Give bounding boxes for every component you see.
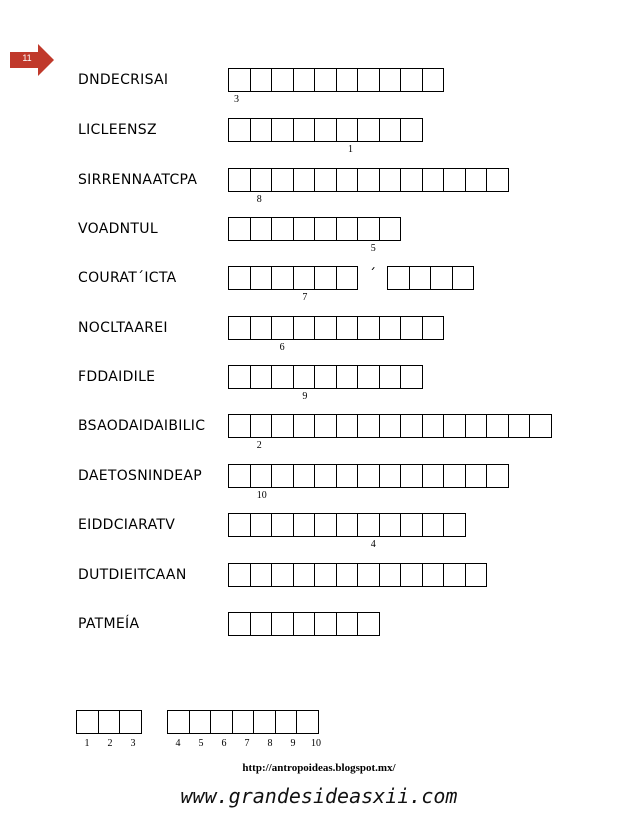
source-url[interactable]: http://antropoideas.blogspot.mx/ — [242, 762, 396, 774]
key-number-hint: 1 — [348, 144, 353, 155]
key-number-hint: 10 — [256, 490, 267, 501]
scrambled-word: FDDAIDILE — [78, 369, 156, 385]
letter-box[interactable] — [357, 513, 380, 537]
letter-box[interactable] — [167, 710, 190, 734]
letter-box[interactable] — [271, 464, 294, 488]
letter-box[interactable] — [314, 513, 337, 537]
letter-box[interactable] — [250, 316, 273, 340]
letter-box[interactable] — [250, 118, 273, 142]
scrambled-word: EIDDCIARATV — [78, 517, 176, 533]
letter-box[interactable] — [228, 365, 251, 389]
letter-box[interactable] — [357, 365, 380, 389]
key-number-hint: 4 — [370, 539, 376, 550]
scrambled-word: COURAT´ICTA — [78, 270, 177, 286]
letter-box[interactable] — [357, 464, 380, 488]
letter-box[interactable] — [314, 414, 337, 438]
letter-box[interactable] — [336, 266, 359, 290]
letter-box[interactable] — [271, 365, 294, 389]
letter-box[interactable] — [271, 563, 294, 587]
key-number: 9 — [290, 738, 296, 749]
letter-box[interactable] — [314, 563, 337, 587]
letter-box[interactable] — [465, 168, 488, 192]
scrambled-word: VOADNTUL — [78, 221, 158, 237]
answer-boxes — [228, 414, 552, 438]
letter-box[interactable] — [336, 513, 359, 537]
letter-box[interactable] — [228, 464, 251, 488]
letter-box[interactable] — [189, 710, 212, 734]
letter-box[interactable] — [228, 316, 251, 340]
letter-box[interactable] — [336, 118, 359, 142]
letter-box[interactable] — [400, 513, 423, 537]
letter-box[interactable] — [357, 563, 380, 587]
letter-box[interactable] — [250, 365, 273, 389]
letter-box[interactable] — [250, 464, 273, 488]
scrambled-word: SIRRENNAATCPA — [78, 172, 198, 188]
letter-box[interactable] — [250, 513, 273, 537]
letter-box[interactable] — [228, 168, 251, 192]
letter-box[interactable] — [379, 464, 402, 488]
letter-box[interactable] — [271, 316, 294, 340]
answer-boxes — [228, 563, 487, 587]
letter-box[interactable] — [357, 217, 380, 241]
letter-box[interactable] — [253, 710, 276, 734]
scrambled-word: DNDECRISAI — [78, 72, 169, 88]
letter-box[interactable] — [314, 217, 337, 241]
letter-box[interactable] — [314, 612, 337, 636]
letter-box[interactable] — [271, 513, 294, 537]
key-number: 7 — [244, 738, 250, 749]
answer-boxes — [228, 464, 509, 488]
letter-box[interactable] — [422, 168, 445, 192]
letter-box[interactable] — [357, 118, 380, 142]
letter-box[interactable] — [387, 266, 410, 290]
answer-boxes — [228, 316, 444, 340]
letter-box[interactable] — [250, 266, 273, 290]
letter-box[interactable] — [336, 217, 359, 241]
letter-box[interactable] — [210, 710, 233, 734]
letter-box[interactable] — [228, 68, 251, 92]
letter-box[interactable] — [379, 513, 402, 537]
letter-box[interactable] — [336, 316, 359, 340]
letter-box[interactable] — [228, 266, 251, 290]
letter-box[interactable] — [275, 710, 298, 734]
key-number-hint: 6 — [279, 342, 285, 353]
letter-box[interactable] — [422, 563, 445, 587]
letter-box[interactable] — [293, 513, 316, 537]
key-number: 5 — [198, 738, 204, 749]
letter-box[interactable] — [379, 168, 402, 192]
letter-box[interactable] — [379, 68, 402, 92]
letter-box[interactable] — [357, 316, 380, 340]
letter-box[interactable] — [293, 563, 316, 587]
letter-box[interactable] — [293, 217, 316, 241]
letter-box[interactable] — [293, 68, 316, 92]
letter-box[interactable] — [98, 710, 121, 734]
letter-box[interactable] — [379, 365, 402, 389]
answer-boxes — [228, 68, 444, 92]
letter-box[interactable] — [336, 563, 359, 587]
key-boxes-right — [167, 710, 319, 734]
letter-box[interactable] — [443, 464, 466, 488]
answer-boxes — [228, 217, 401, 241]
key-number: 8 — [267, 738, 273, 749]
letter-box[interactable] — [400, 68, 423, 92]
letter-box[interactable] — [271, 612, 294, 636]
letter-box[interactable] — [443, 563, 466, 587]
letter-box[interactable] — [250, 612, 273, 636]
key-boxes-left — [76, 710, 142, 734]
scrambled-word: LICLEENSZ — [78, 122, 157, 138]
letter-box[interactable] — [379, 414, 402, 438]
letter-box[interactable] — [293, 464, 316, 488]
letter-box[interactable] — [452, 266, 475, 290]
letter-box[interactable] — [422, 513, 445, 537]
letter-box[interactable] — [271, 414, 294, 438]
letter-box[interactable] — [271, 168, 294, 192]
key-number-hint: 5 — [370, 243, 376, 254]
key-number: 3 — [130, 738, 136, 749]
letter-box[interactable] — [314, 168, 337, 192]
website-footer: www.grandesideasxii.com — [180, 784, 458, 808]
letter-box[interactable] — [409, 266, 432, 290]
answer-boxes — [228, 612, 380, 636]
letter-box[interactable] — [314, 118, 337, 142]
key-number-hint: 3 — [234, 94, 239, 105]
letter-box[interactable] — [336, 464, 359, 488]
letter-box[interactable] — [486, 168, 509, 192]
letter-box[interactable] — [357, 612, 380, 636]
key-number: 10 — [311, 738, 321, 749]
letter-box[interactable] — [529, 414, 552, 438]
key-number: 2 — [107, 738, 113, 749]
letter-box[interactable] — [465, 464, 488, 488]
scrambled-word: DUTDIEITCAAN — [78, 567, 187, 583]
letter-box[interactable] — [250, 168, 273, 192]
letter-box[interactable] — [443, 414, 466, 438]
letter-box[interactable] — [422, 68, 445, 92]
letter-box[interactable] — [400, 168, 423, 192]
key-number-hint: 9 — [302, 391, 308, 402]
page-number: 11 — [22, 53, 32, 63]
key-number: 4 — [175, 738, 181, 749]
letter-box[interactable] — [314, 464, 337, 488]
letter-box[interactable] — [443, 168, 466, 192]
scrambled-word: DAETOSNINDEAP — [78, 468, 203, 484]
letter-box[interactable] — [228, 563, 251, 587]
letter-box[interactable] — [336, 612, 359, 636]
key-number: 6 — [221, 738, 227, 749]
letter-box[interactable] — [250, 414, 273, 438]
letter-box[interactable] — [119, 710, 142, 734]
letter-box[interactable] — [357, 168, 380, 192]
page-marker — [10, 44, 54, 76]
letter-box[interactable] — [293, 118, 316, 142]
key-number-hint: 7 — [302, 292, 308, 303]
letter-box[interactable] — [296, 710, 319, 734]
letter-box[interactable] — [232, 710, 255, 734]
letter-box[interactable] — [336, 168, 359, 192]
letter-box[interactable] — [250, 217, 273, 241]
letter-box[interactable] — [271, 266, 294, 290]
letter-box[interactable] — [357, 68, 380, 92]
key-number-hint: 2 — [256, 440, 262, 451]
letter-box[interactable] — [400, 464, 423, 488]
letter-box[interactable] — [293, 316, 316, 340]
answer-boxes-second-part — [387, 266, 474, 290]
letter-box[interactable] — [379, 563, 402, 587]
letter-box[interactable] — [314, 266, 337, 290]
answer-boxes — [228, 118, 423, 142]
answer-boxes — [228, 168, 509, 192]
letter-box[interactable] — [314, 68, 337, 92]
letter-box[interactable] — [293, 414, 316, 438]
letter-box[interactable] — [443, 513, 466, 537]
letter-box[interactable] — [271, 118, 294, 142]
letter-box[interactable] — [228, 118, 251, 142]
letter-box[interactable] — [400, 316, 423, 340]
letter-box[interactable] — [228, 513, 251, 537]
answer-boxes — [228, 513, 466, 537]
letter-box[interactable] — [76, 710, 99, 734]
letter-box[interactable] — [293, 266, 316, 290]
letter-box[interactable] — [293, 365, 316, 389]
accent-mark: ´ — [369, 267, 376, 283]
letter-box[interactable] — [379, 217, 402, 241]
letter-box[interactable] — [271, 68, 294, 92]
answer-boxes — [228, 266, 358, 290]
letter-box[interactable] — [465, 563, 488, 587]
letter-box[interactable] — [228, 612, 251, 636]
letter-box[interactable] — [293, 612, 316, 636]
letter-box[interactable] — [400, 414, 423, 438]
letter-box[interactable] — [293, 168, 316, 192]
letter-box[interactable] — [379, 118, 402, 142]
letter-box[interactable] — [508, 414, 531, 438]
letter-box[interactable] — [250, 68, 273, 92]
scrambled-word: NOCLTAAREI — [78, 320, 168, 336]
scrambled-word: PATMEÍA — [78, 616, 140, 632]
letter-box[interactable] — [486, 414, 509, 438]
letter-box[interactable] — [228, 217, 251, 241]
letter-box[interactable] — [379, 316, 402, 340]
letter-box[interactable] — [486, 464, 509, 488]
scrambled-word: BSAODAIDAIBILIC — [78, 418, 206, 434]
letter-box[interactable] — [357, 414, 380, 438]
letter-box[interactable] — [422, 316, 445, 340]
letter-box[interactable] — [336, 414, 359, 438]
key-number-hint: 8 — [256, 194, 262, 205]
letter-box[interactable] — [336, 68, 359, 92]
key-number: 1 — [84, 738, 90, 749]
letter-box[interactable] — [271, 217, 294, 241]
letter-box[interactable] — [465, 414, 488, 438]
letter-box[interactable] — [314, 365, 337, 389]
letter-box[interactable] — [422, 414, 445, 438]
answer-boxes — [228, 365, 423, 389]
letter-box[interactable] — [336, 365, 359, 389]
letter-box[interactable] — [422, 464, 445, 488]
letter-box[interactable] — [228, 414, 251, 438]
letter-box[interactable] — [400, 118, 423, 142]
letter-box[interactable] — [400, 563, 423, 587]
letter-box[interactable] — [250, 563, 273, 587]
letter-box[interactable] — [314, 316, 337, 340]
letter-box[interactable] — [400, 365, 423, 389]
letter-box[interactable] — [430, 266, 453, 290]
